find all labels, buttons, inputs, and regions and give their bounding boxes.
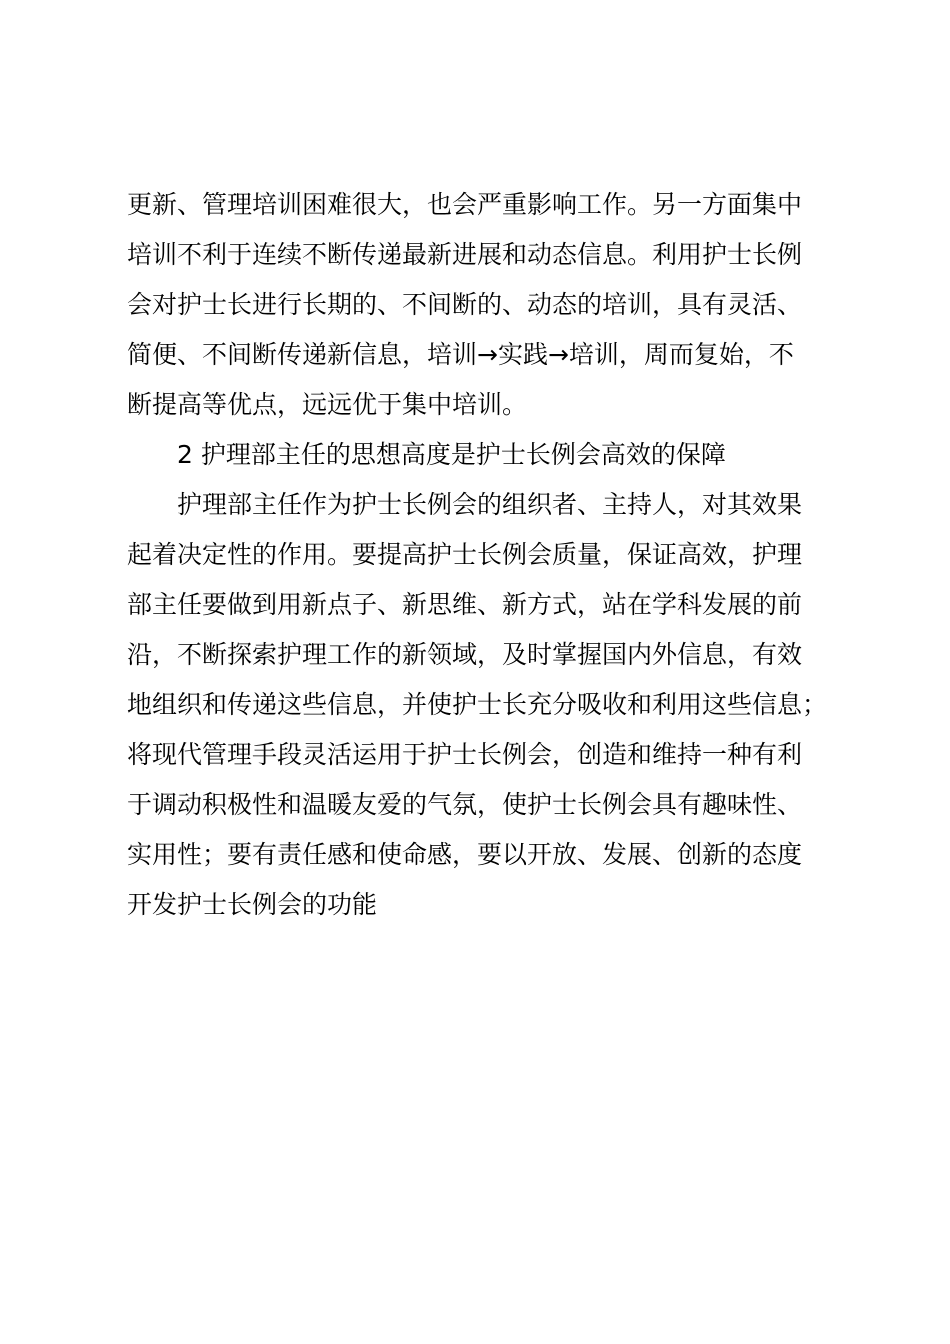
text-line: 更新、管理培训困难很大，也会严重影响工作。另一方面集中 [127, 190, 803, 219]
text-line: 简便、不间断传递新信息，培训→实践→培训，周而复始，不 [127, 340, 794, 369]
section-heading: 2 护理部主任的思想高度是护士长例会高效的保障 [177, 440, 726, 469]
text-line: 将现代管理手段灵活运用于护士长例会，创造和维持一种有利 [127, 740, 803, 769]
body-text [127, 180, 847, 930]
text-line: 培训不利于连续不断传递最新进展和动态信息。利用护士长例 [127, 240, 803, 269]
text-line: 断提高等优点，远远优于集中培训。 [127, 390, 528, 419]
text-line: 于调动积极性和温暖友爱的气氛，使护士长例会具有趣味性、 [127, 790, 803, 819]
text-line: 护理部主任作为护士长例会的组织者、主持人，对其效果 [177, 490, 803, 519]
text-line: 开发护士长例会的功能 [127, 890, 378, 919]
text-line: 起着决定性的作用。要提高护士长例会质量，保证高效，护理 [127, 540, 803, 569]
text-line: 会对护士长进行长期的、不间断的、动态的培训，具有灵活、 [127, 290, 803, 319]
text-line: 沿，不断探索护理工作的新领域，及时掌握国内外信息，有效 [127, 640, 803, 669]
text-line: 地组织和传递这些信息，并使护士长充分吸收和利用这些信息； [127, 690, 828, 719]
text-line: 部主任要做到用新点子、新思维、新方式，站在学科发展的前 [127, 590, 803, 619]
text-line: 实用性；要有责任感和使命感，要以开放、发展、创新的态度 [127, 840, 803, 869]
